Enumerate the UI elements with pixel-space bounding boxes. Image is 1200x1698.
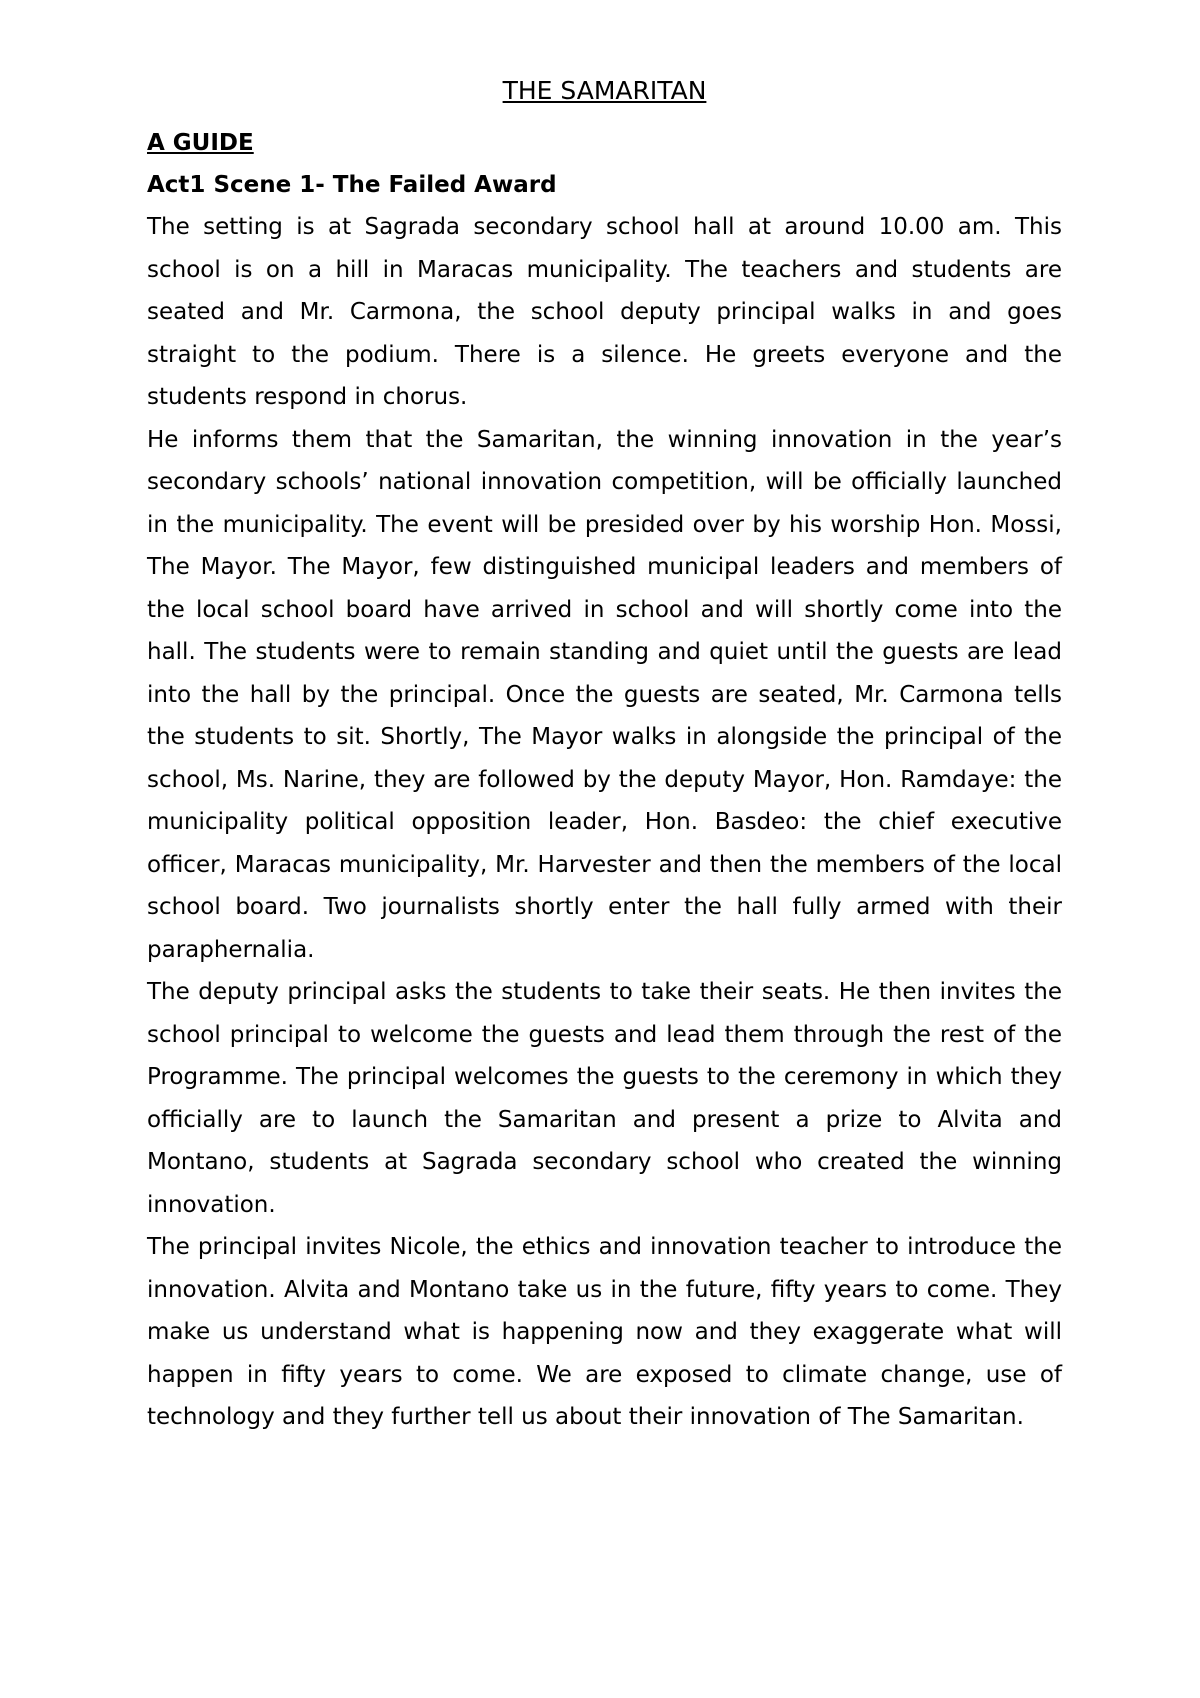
scene-heading: Act1 Scene 1- The Failed Award (147, 172, 557, 198)
paragraph-announcement: He informs them that the Samaritan, the winning innovation in the year’s secondary schools’ national innovation competition, will be officially launched in the municipality. The event will be presided over by his worship Hon. Mossi, The Mayor. The Mayor, few distinguished municipal leaders and members of the local school board have arrived in school and will shortly come into the hall. The students were to remain standing and quiet until the guests are lead into the hall by the principal. Once the guests are seated, Mr. Carmona tells the students to sit. Shortly, The Mayor walks in alongside the principal of the school, Ms. Narine, they are followed by the deputy Mayor, Hon. Ramdaye: the municipality political opposition leader, Hon. Basdeo: the chief executive officer, Maracas municipality, Mr. Harvester and then the members of the local school board. Two journalists shortly enter the hall fully armed with their paraphernalia. (147, 426, 1062, 963)
paragraph-setting: The setting is at Sagrada secondary school hall at around 10.00 am. This school is on a hill in Maracas municipality. The teachers and students are seated and Mr. Carmona, the school deputy principal walks in and goes straight to the podium. There is a silence. He greets everyone and the students respond in chorus. (147, 214, 1062, 410)
document-subtitle: A GUIDE (147, 130, 254, 156)
document-title: THE SAMARITAN (502, 76, 707, 105)
paragraph-innovation: The principal invites Nicole, the ethics and innovation teacher to introduce the innovation. Alvita and Montano take us in the future, fifty years to come. They make us understand what is happening now and they exaggerate what will happen in fifty years to come. We are exposed to climate change, use of technology and they further tell us about their innovation of The Samaritan. (147, 1234, 1062, 1430)
document-page (147, 70, 1062, 1439)
paragraph-ceremony: The deputy principal asks the students to take their seats. He then invites the school principal to welcome the guests and lead them through the rest of the Programme. The principal welcomes the guests to the ceremony in which they officially are to launch the Samaritan and present a prize to Alvita and Montano, students at Sagrada secondary school who created the winning innovation. (147, 979, 1062, 1218)
